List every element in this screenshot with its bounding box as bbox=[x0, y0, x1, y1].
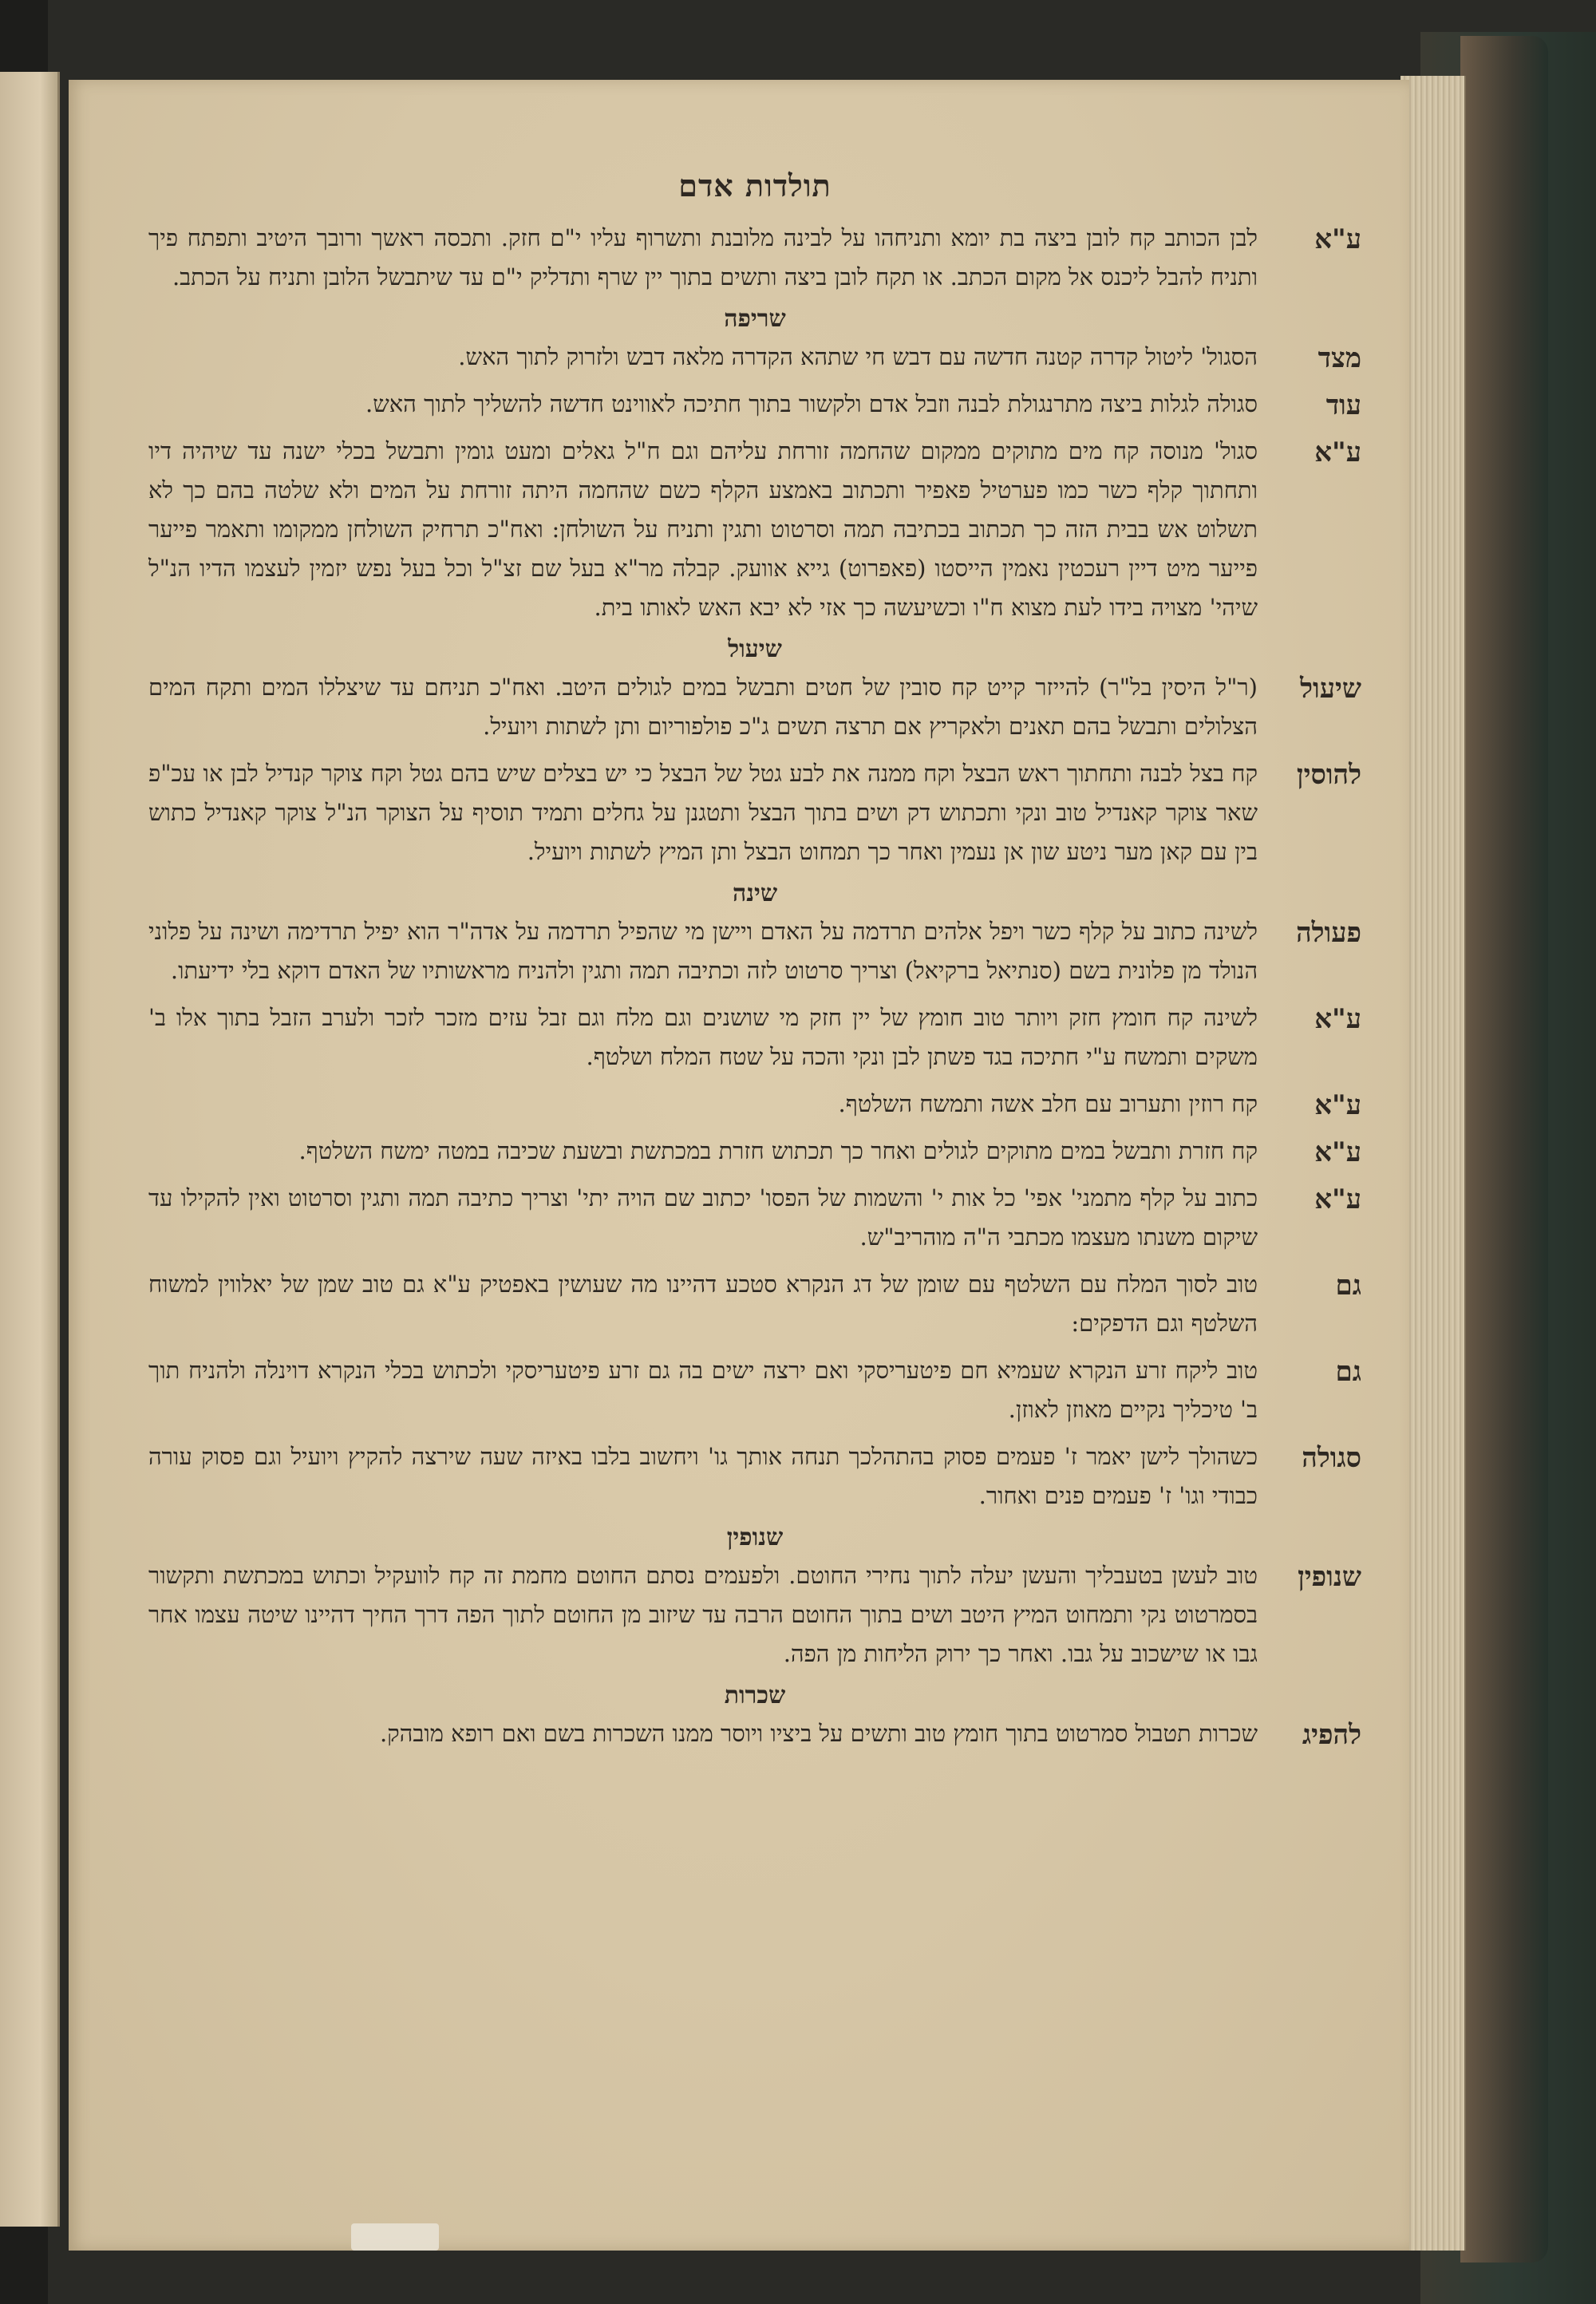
entry-marker: ע"א bbox=[1314, 1184, 1361, 1215]
section-heading: שכרות bbox=[724, 1682, 786, 1709]
entry-marker: גם bbox=[1335, 1356, 1361, 1388]
entry-text: הסגול' ליטול קדרה קטנה חדשה עם דבש חי שתהא הקדרה מלאה דבש ולזרוק לתוך האש. bbox=[458, 343, 1258, 370]
remedy-entry bbox=[148, 219, 1361, 297]
section-heading: שנופין bbox=[726, 1523, 784, 1551]
remedy-entry bbox=[148, 1132, 1361, 1171]
entry-text: קח חזרת ותבשל במים מתוקים לגולים ואחר כך תכתוש חזרת במכתשת ובשעת שכיבה במטה ימשח השלטף. bbox=[298, 1137, 1258, 1164]
entry-marker: ע"א bbox=[1314, 223, 1361, 255]
book-cover-edge bbox=[1460, 36, 1548, 2263]
section-heading: שריפה bbox=[724, 305, 786, 333]
remedy-entry bbox=[148, 1265, 1361, 1343]
entry-marker: שיעול bbox=[1300, 673, 1361, 705]
entry-marker: ע"א bbox=[1314, 1136, 1361, 1168]
entry-text: קח רוזין ותערוב עם חלב אשה ותמשח השלטף. bbox=[838, 1090, 1258, 1117]
remedy-entry bbox=[148, 1179, 1361, 1257]
remedy-entry bbox=[148, 432, 1361, 627]
section-heading: שיעול bbox=[728, 635, 782, 663]
entry-marker: סגולה bbox=[1302, 1442, 1361, 1474]
entry-marker: ע"א bbox=[1314, 1003, 1361, 1035]
entry-text: סגול' מנוסה קח מים מתוקים ממקום שהחמה זורחת עליהם וגם ח"ל גאלים ומעט גומין ותבשל בכלי ישנה עד שיהיה דיו ותחתוך קלף כשר כמו פערטיל פאפיר ותכתוב באמצע הקלף כשם שהחמה היתה זורחת על המים ולא שלטה בהם כך לא תשלוט אש בבית הזה כך תכתוב בכתיבה תמה וסרטוט ותגין ותניח על השולחן: ואח"כ תרחיק השולחן ממקומו ותאמר פייער פייער מיט דיין רעכטין נאמין הייסטו (פאפרוט) גייא אוועק. קבלה מר"א בעל שם זצ"ל וכל בעל נפש יזמין לעצמו הדיו הנ"ל שיהי' מצויה בידו לעת מצוא ח"ו וכשיעשה כך אזי לא יבא האש לאותו בית. bbox=[148, 437, 1258, 621]
entry-marker: ע"א bbox=[1314, 437, 1361, 468]
entry-marker: שנופין bbox=[1298, 1561, 1361, 1593]
entries-list bbox=[148, 219, 1361, 1753]
remedy-entry bbox=[148, 1351, 1361, 1429]
entry-marker: גם bbox=[1335, 1270, 1361, 1302]
entry-text: כשהולך לישן יאמר ז' פעמים פסוק בהתהלכך תנחה אותך גו' ויחשוב בלבו באיזה שעה שירצה להקיץ ויועיל וגם פסוק עורה כבודי וגו' ז' פעמים פנים ואחור. bbox=[148, 1443, 1258, 1509]
entry-text: (ר"ל היסין בל"ר) להייזר קייט קח סובין של חטים ותבשל במים לגולים היטב. ואח"כ תניחם עד שיצללו המים ותקח המים הצלולים ותבשל בהם תאנים ולאקריץ אם תרצה תשים ג"כ פולפוריום ותן לשתות ויועיל. bbox=[148, 674, 1258, 740]
page-edges bbox=[1400, 76, 1466, 2251]
entry-text: טוב ליקח זרע הנקרא שעמיא חם פיטעריסקי ואם ירצה ישים בה גם זרע פיטעריסקי ולכתוש בכלי הנקרא דוינלה ולהניח תוך ב' טיכליך נקיים מאוזן לאוזן. bbox=[148, 1357, 1258, 1423]
page-scuff bbox=[351, 2223, 439, 2251]
page-text bbox=[148, 168, 1361, 1761]
entry-text: שכרות תטבול סמרטוט בתוך חומץ טוב ותשים על ביציו ויוסר ממנו השכרות בשם ואם רופא מובהק. bbox=[379, 1720, 1258, 1747]
remedy-entry bbox=[148, 1556, 1361, 1674]
entry-text: טוב לסוך המלח עם השלטף עם שומן של דג הנקרא סטכע דהיינו מה שעושין באפטיק ע"א גם טוב שמן של יאלווין למשוח השלטף וגם הדפקים: bbox=[148, 1271, 1258, 1337]
entry-text: כתוב על קלף מתמני' אפי' כל אות י' והשמות של הפסו' יכתוב שם הויה יתי' וצריך כתיבה תמה ותגין וסרטוט ואין להקילו עד שיקום משנתו מעצמו מכתבי ה"ה מוהריב"ש. bbox=[148, 1184, 1258, 1251]
remedy-entry bbox=[148, 385, 1361, 424]
book-page bbox=[69, 80, 1409, 2251]
entry-marker: להוסין bbox=[1296, 759, 1361, 791]
remedy-entry bbox=[148, 1085, 1361, 1124]
remedy-entry bbox=[148, 338, 1361, 377]
previous-page-edge bbox=[0, 72, 60, 2227]
remedy-entry bbox=[148, 754, 1361, 871]
remedy-entry bbox=[148, 1714, 1361, 1753]
remedy-entry bbox=[148, 668, 1361, 746]
section-heading: שינה bbox=[732, 879, 778, 907]
remedy-entry bbox=[148, 1437, 1361, 1516]
entry-text: לשינה כתוב על קלף כשר ויפל אלהים תרדמה על האדם ויישן מי שהפיל תרדמה על אדה"ר הוא יפיל תרדימה ושינה על פלוני הנולד מן פלונית בשם (סנתיאל ברקיאל) וצריך סרטוט לזה וכתיבה תמה ותגין ולהניח מראשותיו של האדם דוקא בלי ידיעתו. bbox=[148, 918, 1258, 984]
entry-marker: עוד bbox=[1325, 389, 1361, 421]
running-head: תולדות אדם bbox=[678, 168, 832, 204]
remedy-entry bbox=[148, 912, 1361, 990]
entry-text: טוב לעשן בטעבליך והעשן יעלה לתוך נחירי החוטם. ולפעמים נסתם החוטם מחמת זה קח לוועקיל וכתוש במכתשת ותקשור בסמרטוט נקי ותמחוט המיץ היטב ושים בתוך החוטם הרבה עד שיזוב מן החוטם לתוך הפה דרך החיך דהיינו שיטה עצמו אחר גבו או שישכוב על גבו. ואחר כך ירוק הליחות מן הפה. bbox=[148, 1562, 1258, 1667]
entry-text: סגולה לגלות ביצה מתרנגולת לבנה וזבל אדם ולקשור בתוך חתיכה לאווינט חדשה להשליך לתוך האש. bbox=[365, 390, 1258, 417]
remedy-entry bbox=[148, 998, 1361, 1077]
entry-marker: מצד bbox=[1317, 342, 1361, 374]
entry-marker: פעולה bbox=[1296, 917, 1361, 949]
entry-marker: ע"א bbox=[1314, 1089, 1361, 1121]
entry-text: קח בצל לבנה ותחתוך ראש הבצל וקח ממנה את לבע גטל של הבצל כי יש בצלים שיש בהם גטל וקח צוקר קנדיל לבן או עכ"פ שאר צוקר קאנדיל טוב ונקי ותכתוש דק ושים בתוך הבצל ותטגנן על גחלים ותמיד תוסיף על הצוקר הנ"ל צוקר קאנדיל כתוש בין עם קאן מער ניטע שון אן נעמין ואחר כך תמחוט הבצל ותן המיץ לשתות ויועיל. bbox=[148, 760, 1258, 865]
entry-marker: להפיג bbox=[1302, 1719, 1361, 1751]
entry-text: לשינה קח חומץ חזק ויותר טוב חומץ של יין חזק מי שושנים וגם מלח וגם זבל עזים מזכר לזכר ולערב הזבל בתוך אלו ב' משקים ותמשח ע"י חתיכה בגד פשתן לבן ונקי והכה על שטח המלח ושלטף. bbox=[148, 1004, 1258, 1070]
entry-text: לבן הכותב קח לובן ביצה בת יומא ותניחהו על לבינה מלובנת ותשרוף עליו י"ם חזק. ותכסה ראשך ורובך היטיב ותפתח פיך ותניח להבל ליכנס אל מקום הכתב. או תקח לובן ביצה ותשים בתוך יין שרף ותדליק י"ם עד שיתבשל הלובן ותניח על הכתב. bbox=[148, 224, 1258, 290]
